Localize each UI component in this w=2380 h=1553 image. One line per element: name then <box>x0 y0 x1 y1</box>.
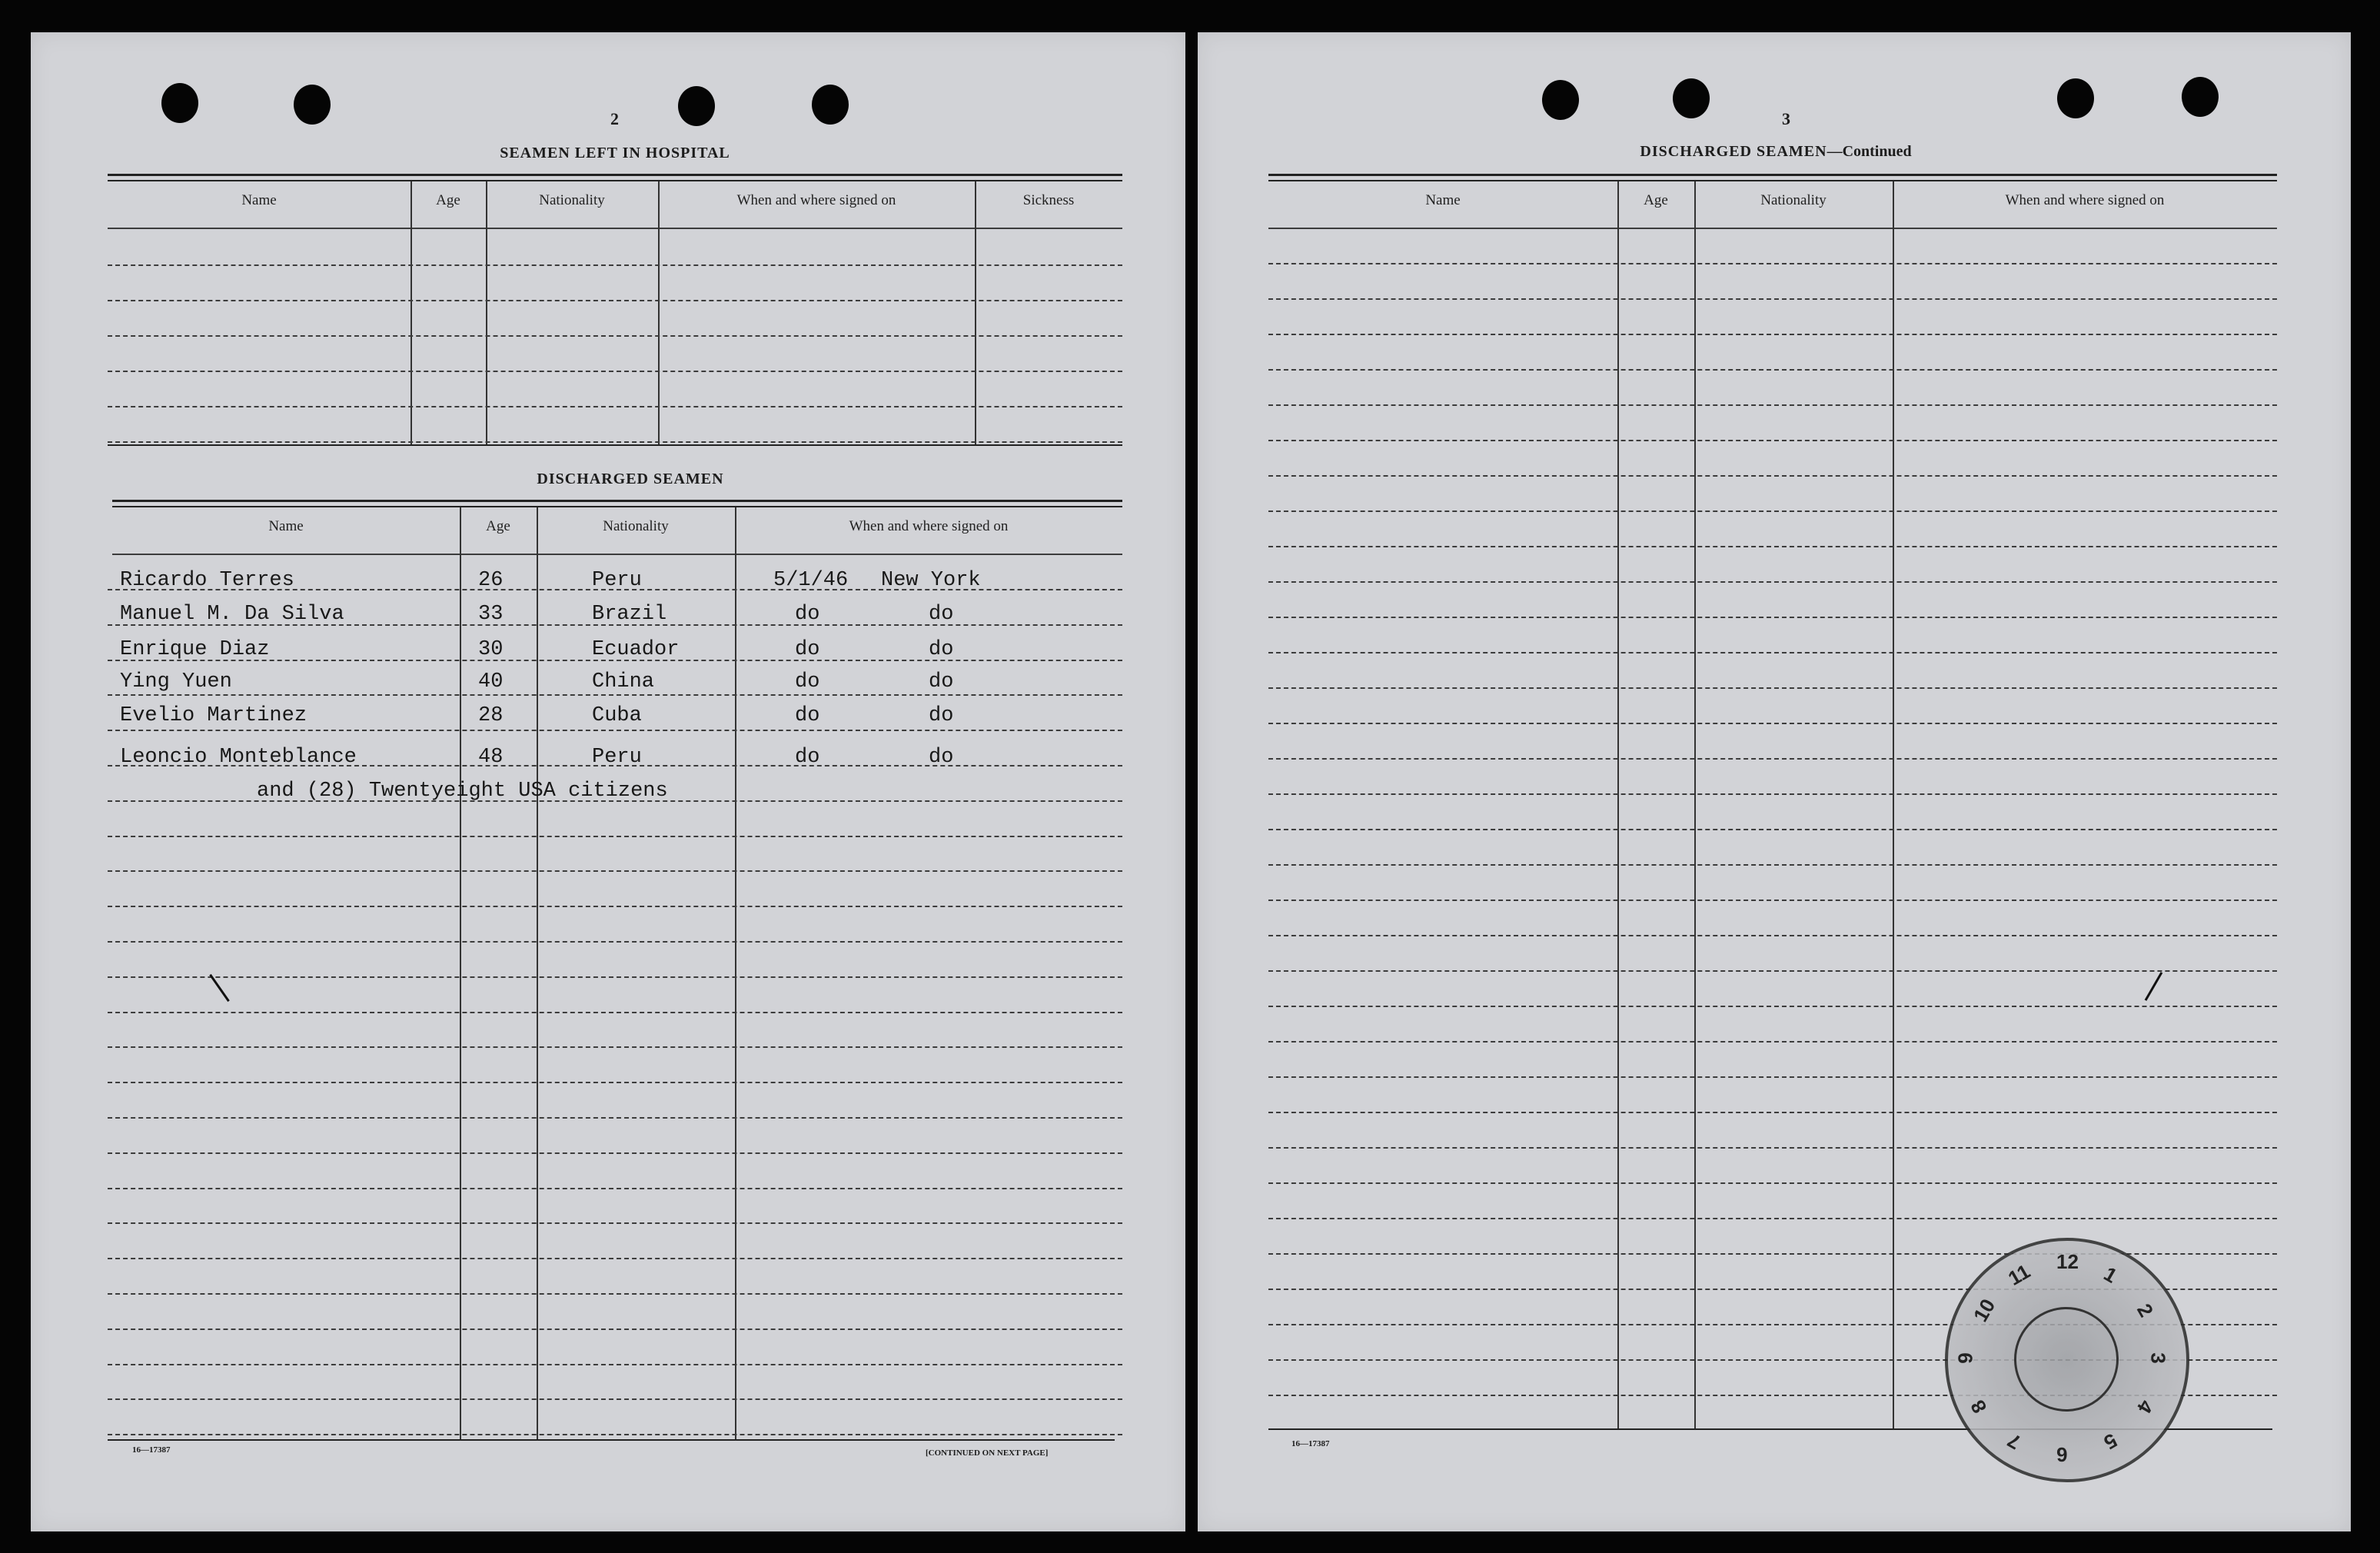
seaman-age: 28 <box>478 704 504 727</box>
seaman-age: 30 <box>478 638 504 661</box>
ruled-line <box>108 371 1122 372</box>
hospital-col-sickness: Sickness <box>1022 192 1075 208</box>
signed-on-date: do <box>795 670 820 693</box>
punch-hole-icon <box>1673 78 1710 118</box>
ruled-line <box>1268 970 2277 972</box>
punch-hole-icon <box>812 85 849 125</box>
seaman-nationality: Peru <box>592 746 642 769</box>
discharged-col-signed-on: When and where signed on <box>849 518 1009 534</box>
punch-hole-icon <box>2057 78 2094 118</box>
ruled-line <box>1268 581 2277 583</box>
ruled-line <box>1268 829 2277 830</box>
stamp-digit: 9 <box>1953 1352 1977 1364</box>
stamp-digit: 8 <box>1966 1395 1992 1418</box>
right-title-main: DISCHARGED SEAMEN <box>1640 143 1827 160</box>
right-col-age: Age <box>1644 192 1668 208</box>
ruled-line <box>1268 1182 2277 1184</box>
right-section-title <box>1545 143 2006 161</box>
ruled-line <box>108 1364 1122 1365</box>
stamp-digit: 12 <box>2056 1250 2079 1273</box>
right-title-continued: —Continued <box>1827 143 1912 160</box>
right-col-signed-on: When and where signed on <box>2005 192 2165 208</box>
ruled-line <box>1268 1112 2277 1113</box>
ruled-line <box>1268 652 2277 653</box>
stamp-digit: 5 <box>2099 1428 2122 1455</box>
seaman-name: Manuel M. Da Silva <box>120 603 344 626</box>
seaman-name: Ricardo Terres <box>120 569 294 592</box>
signed-on-date: do <box>795 638 820 661</box>
seaman-nationality: Peru <box>592 569 642 592</box>
stamp-digit: 2 <box>2132 1299 2159 1322</box>
ruled-line <box>1268 510 2277 512</box>
page-number-right: 3 <box>1782 109 1790 128</box>
stamp-digit: 11 <box>2004 1259 2034 1290</box>
ruled-line <box>108 1434 1122 1435</box>
page-number-left: 2 <box>610 109 619 128</box>
hospital-col-age: Age <box>436 192 460 208</box>
signed-on-date: do <box>795 603 820 626</box>
continued-note: [CONTINUED ON NEXT PAGE] <box>926 1448 1049 1458</box>
seaman-nationality: Brazil <box>592 603 667 626</box>
punch-hole-icon <box>1542 80 1579 120</box>
ruled-line <box>1268 758 2277 760</box>
ruled-line <box>1268 687 2277 689</box>
stamp-digit: 6 <box>2056 1443 2068 1466</box>
signed-on-place: do <box>929 670 954 693</box>
stamp-digit: 10 <box>1968 1295 2000 1326</box>
ruled-line <box>1268 617 2277 618</box>
ruled-line <box>1268 793 2277 795</box>
right-page <box>1198 32 2351 1531</box>
ruled-line <box>108 264 1122 266</box>
ruled-line <box>1268 404 2277 406</box>
hospital-col-nationality: Nationality <box>539 192 605 208</box>
ruled-line <box>108 1046 1122 1048</box>
ruled-line <box>1268 475 2277 477</box>
ruled-line <box>1268 1218 2277 1219</box>
ruled-line <box>108 1293 1122 1295</box>
punch-hole-icon <box>161 83 198 123</box>
seaman-age: 33 <box>478 603 504 626</box>
seaman-nationality: Ecuador <box>592 638 680 661</box>
ruled-line <box>108 1152 1122 1154</box>
seaman-nationality: China <box>592 670 655 693</box>
discharged-col-age: Age <box>486 518 510 534</box>
ruled-line <box>1268 935 2277 936</box>
discharged-section-title: DISCHARGED SEAMEN <box>537 471 724 487</box>
punch-hole-icon <box>294 85 331 125</box>
ruled-line <box>1268 1041 2277 1043</box>
ruled-line <box>1268 263 2277 264</box>
ruled-line <box>108 1398 1122 1400</box>
ruled-line <box>1268 1006 2277 1007</box>
stamp-digit: 4 <box>2132 1395 2159 1418</box>
hospital-section-title: SEAMEN LEFT IN HOSPITAL <box>500 145 730 161</box>
right-col-name: Name <box>1425 192 1461 208</box>
signed-on-place: New York <box>881 569 981 592</box>
signed-on-date: 5/1/46 <box>773 569 849 592</box>
punch-hole-icon <box>2182 77 2219 117</box>
form-number-left: 16—17387 <box>132 1445 171 1455</box>
ruled-line <box>108 730 1122 731</box>
seaman-name: Ying Yuen <box>120 670 232 693</box>
signed-on-place: do <box>929 638 954 661</box>
signed-on-place: do <box>929 603 954 626</box>
ruled-line <box>1268 900 2277 901</box>
ruled-line <box>1268 1147 2277 1149</box>
ruled-line <box>1268 440 2277 441</box>
discharged-col-name: Name <box>268 518 304 534</box>
seaman-age: 40 <box>478 670 504 693</box>
ruled-line <box>108 836 1122 837</box>
signed-on-date: do <box>795 704 820 727</box>
seaman-name: Enrique Diaz <box>120 638 270 661</box>
ruled-line <box>108 406 1122 407</box>
stamp-digit: 1 <box>2099 1262 2122 1288</box>
seaman-name: Leoncio Monteblance <box>120 746 357 769</box>
signed-on-place: do <box>929 746 954 769</box>
ruled-line <box>1268 369 2277 371</box>
ruled-line <box>108 694 1122 696</box>
seaman-nationality: Cuba <box>592 704 642 727</box>
citizens-note: and (28) Twentyeight USA citizens <box>257 780 668 803</box>
ruled-line <box>108 976 1122 978</box>
stamp-digit: 3 <box>2146 1352 2170 1364</box>
ruled-line <box>108 1258 1122 1259</box>
discharged-col-nationality: Nationality <box>603 518 669 534</box>
ruled-line <box>108 1117 1122 1119</box>
ruled-line <box>108 870 1122 872</box>
ruled-line <box>108 941 1122 943</box>
punch-hole-icon <box>678 86 715 126</box>
hospital-col-signed-on: When and where signed on <box>736 192 896 208</box>
seaman-age: 48 <box>478 746 504 769</box>
signed-on-place: do <box>929 704 954 727</box>
ruled-line <box>1268 864 2277 866</box>
ruled-line <box>108 335 1122 337</box>
signed-on-date: do <box>795 746 820 769</box>
hospital-col-name: Name <box>241 192 277 208</box>
ruled-line <box>108 1329 1122 1330</box>
right-col-nationality: Nationality <box>1760 192 1827 208</box>
ruled-line <box>1268 1076 2277 1078</box>
form-number-right: 16—17387 <box>1291 1439 1330 1448</box>
stamp-digit: 7 <box>2003 1428 2025 1455</box>
ruled-line <box>108 1082 1122 1083</box>
seaman-name: Evelio Martinez <box>120 704 307 727</box>
ruled-line <box>1268 334 2277 335</box>
ruled-line <box>108 1222 1122 1224</box>
ruled-line <box>108 1188 1122 1189</box>
ruled-line <box>1268 546 2277 547</box>
ruled-line <box>1268 723 2277 724</box>
ruled-line <box>108 906 1122 907</box>
ruled-line <box>108 1012 1122 1013</box>
ruled-line <box>1268 298 2277 300</box>
ruled-line <box>108 441 1122 443</box>
seaman-age: 26 <box>478 569 504 592</box>
ruled-line <box>108 300 1122 301</box>
